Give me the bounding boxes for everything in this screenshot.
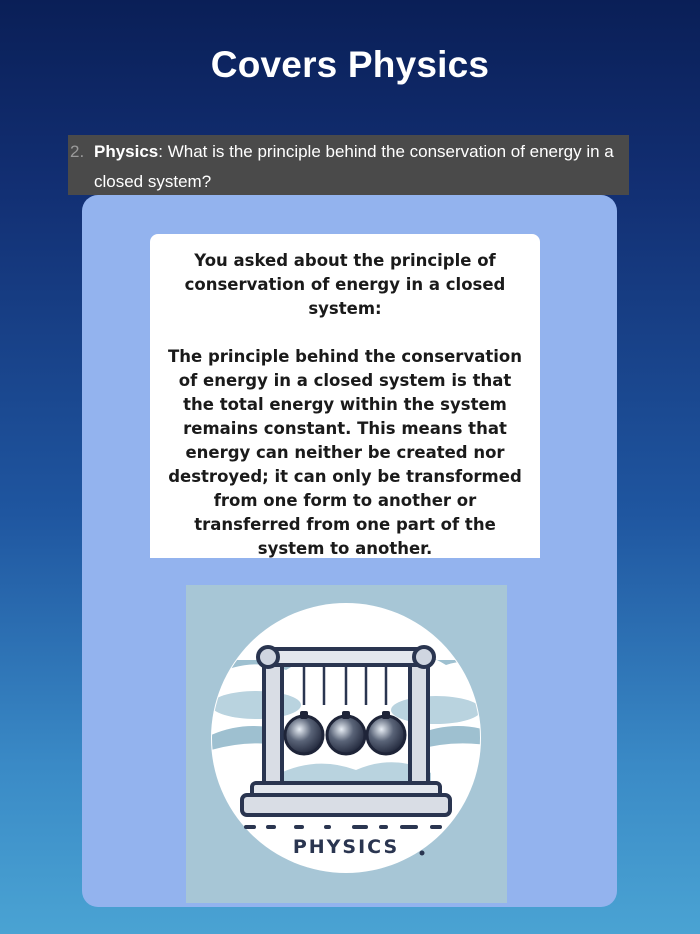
frame-post-left bbox=[264, 651, 282, 803]
question-bar bbox=[68, 135, 629, 195]
answer-intro: You asked about the principle of conservation of energy in a closed system: bbox=[184, 251, 506, 318]
answer-card bbox=[82, 195, 617, 907]
physics-illustration bbox=[186, 585, 507, 903]
answer-box bbox=[150, 234, 540, 558]
newtons-cradle-icon bbox=[186, 585, 507, 903]
physics-label: PHYSICS bbox=[292, 836, 400, 858]
frame-top-bar bbox=[260, 649, 432, 665]
page-title: Covers Physics bbox=[210, 44, 490, 85]
question-text: : What is the principle behind the conservation of energy in a closed system? bbox=[94, 142, 614, 191]
cradle-balls bbox=[285, 716, 405, 754]
cradle-base bbox=[242, 795, 450, 815]
question-subject: Physics bbox=[94, 142, 159, 161]
answer-body: The principle behind the conservation of energy in a closed system is that the total energy within the system remains constant. This means that energy can neither be created nor destroyed; it can only be transformed from one form to another or transferred from one part of the system to another. bbox=[168, 347, 522, 558]
question-number: 2. bbox=[70, 142, 85, 161]
frame-post-right bbox=[410, 651, 428, 803]
